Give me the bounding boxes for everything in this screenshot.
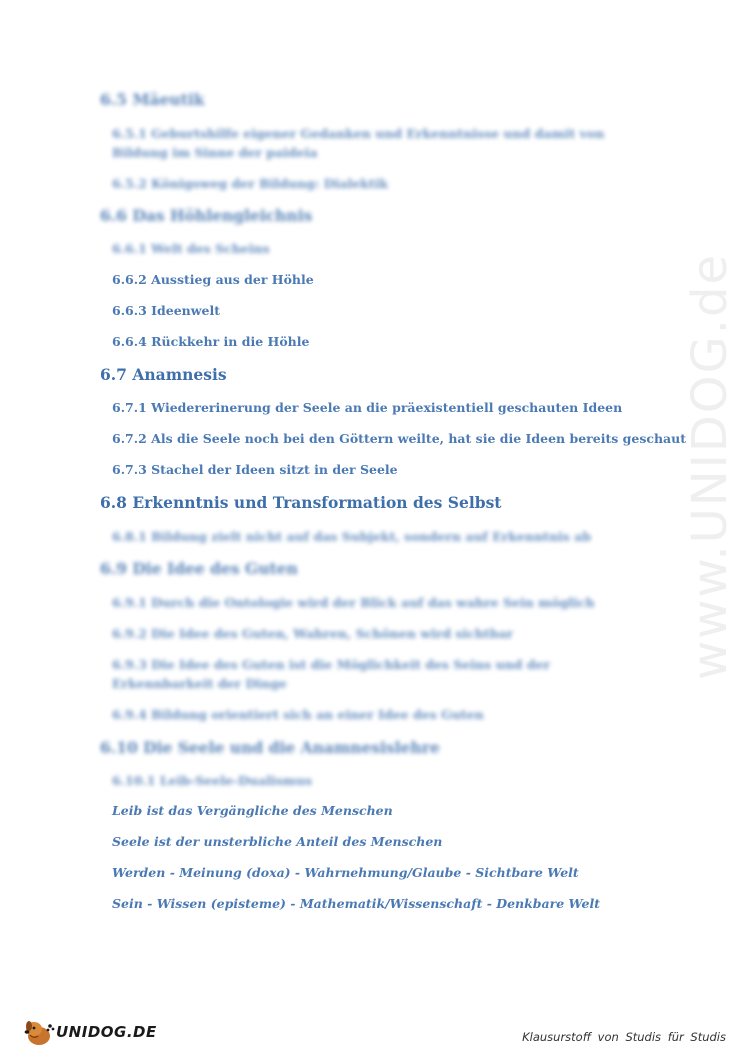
note-leib: Leib ist das Vergängliche des Menschen	[112, 803, 393, 818]
heading-6-5: 6.5 Mäeutik	[100, 90, 205, 109]
heading-6-9: 6.9 Die Idee des Guten	[100, 559, 298, 578]
subheading-6-7-2: 6.7.2 Als die Seele noch bei den Göttern weilte, hat sie die Ideen bereits geschaut	[112, 431, 687, 446]
heading-6-7: 6.7 Anamnesis	[100, 365, 227, 384]
subheading-6-6-2: 6.6.2 Ausstieg aus der Höhle	[112, 272, 314, 287]
logo-text: UNIDOG.DE	[56, 1023, 157, 1041]
footer-tagline: Klausurstoff von Studis für Studis	[522, 1030, 726, 1044]
subheading-6-9-3: 6.9.3 Die Idee des Guten ist die Möglichkeit des Seins und der Erkennbarkeit der Dinge	[112, 657, 551, 691]
unidog-logo	[22, 1016, 157, 1048]
heading-6-6: 6.6 Das Höhlengleichnis	[100, 206, 313, 225]
subheading-6-6-1: 6.6.1 Welt des Scheins	[112, 241, 270, 256]
subheading-6-9-2: 6.9.2 Die Idee des Guten, Wahren, Schönen wird sichtbar	[112, 626, 514, 641]
dog-icon	[22, 1017, 56, 1047]
subheading-6-7-3: 6.7.3 Stachel der Ideen sitzt in der Seele	[112, 462, 398, 477]
subheading-6-9-1: 6.9.1 Durch die Ontologie wird der Blick auf das wahre Sein möglich	[112, 595, 595, 610]
subheading-6-5-2: 6.5.2 Königsweg der Bildung: Dialektik	[112, 176, 389, 191]
note-sein: Sein - Wissen (episteme) - Mathematik/Wissenschaft - Denkbare Welt	[112, 896, 601, 911]
subheading-6-7-1: 6.7.1 Wiedererinerung der Seele an die präexistentiell geschauten Ideen	[112, 400, 623, 415]
heading-6-10: 6.10 Die Seele und die Anamnesislehre	[100, 738, 440, 757]
note-seele: Seele ist der unsterbliche Anteil des Menschen	[112, 834, 443, 849]
watermark: www.UNIDOG.de	[682, 252, 738, 680]
subheading-6-10-1: 6.10.1 Leib-Seele-Dualismus	[112, 773, 312, 788]
heading-6-8: 6.8 Erkenntnis und Transformation des Selbst	[100, 493, 502, 512]
subheading-6-6-4: 6.6.4 Rückkehr in die Höhle	[112, 334, 310, 349]
subheading-6-9-4: 6.9.4 Bildung orientiert sich an einer Idee des Guten	[112, 707, 484, 722]
subheading-6-6-3: 6.6.3 Ideenwelt	[112, 303, 220, 318]
note-werden: Werden - Meinung (doxa) - Wahrnehmung/Glaube - Sichtbare Welt	[112, 865, 579, 880]
subheading-6-8-1: 6.8.1 Bildung zielt nicht auf das Subjekt, sondern auf Erkenntnis ab	[112, 529, 592, 544]
subheading-6-5-1: 6.5.1 Geburtshilfe eigener Gedanken und Erkenntnisse und damit von Bildung im Sinne der paideia	[112, 126, 605, 160]
